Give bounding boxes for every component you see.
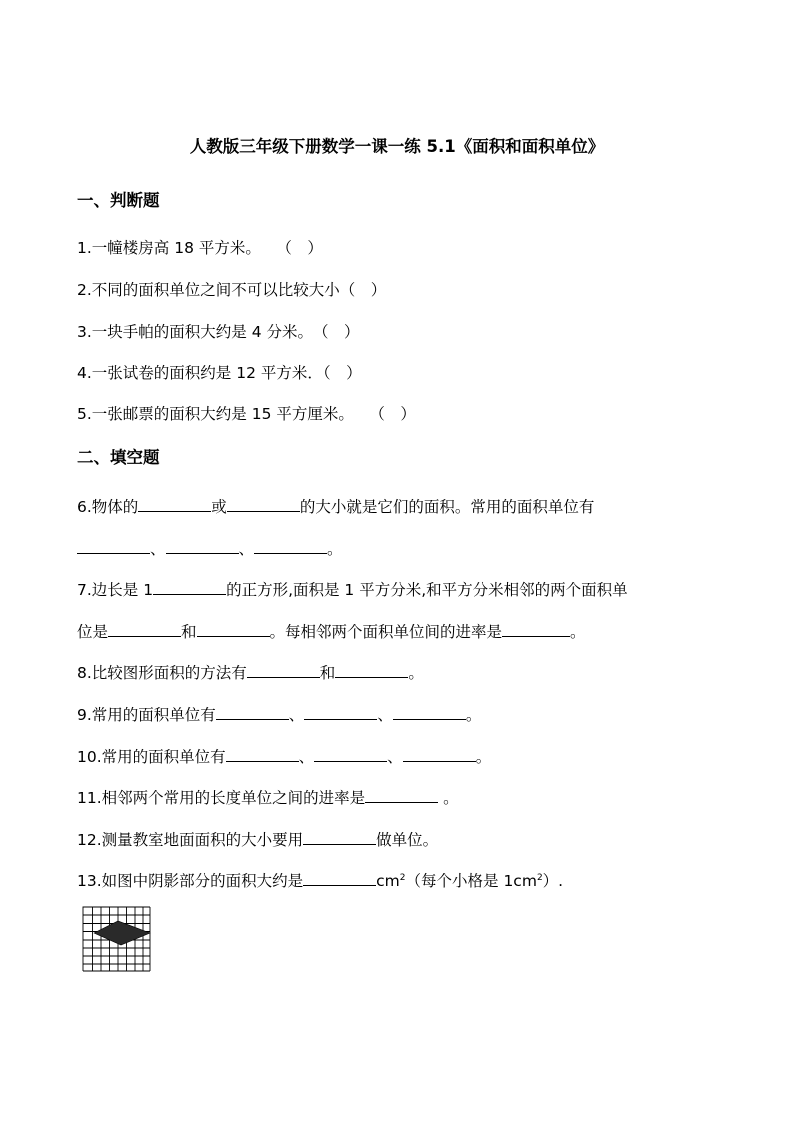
q13-unit: cm <box>376 872 400 890</box>
q10-end: 。 <box>475 748 492 766</box>
q7-text-c: 位是 <box>77 623 109 641</box>
q7-text-e: 。每相邻两个面积单位间的进率是 <box>269 623 503 641</box>
answer-blank[interactable] <box>303 871 376 886</box>
answer-blank[interactable] <box>247 663 320 678</box>
section-heading-judgment: 一、判断题 <box>77 191 160 210</box>
q12-end: 做单位。 <box>376 831 439 849</box>
q6-text-c: 的大小就是它们的面积。常用的面积单位有 <box>299 498 595 516</box>
q6-sep-2: 、 <box>238 540 255 558</box>
answer-blank[interactable] <box>335 663 408 678</box>
q7-end: 。 <box>570 623 586 641</box>
question-9 <box>77 703 481 725</box>
answer-blank[interactable] <box>226 747 299 762</box>
section-heading-fill-in: 二、填空题 <box>77 448 160 467</box>
q9-sep-1: 、 <box>288 706 305 724</box>
q13-end: ）. <box>542 872 564 890</box>
question-2: 2.不同的面积单位之间不可以比较大小（ ） <box>77 281 387 299</box>
q6-sep-1: 、 <box>150 540 166 558</box>
answer-blank[interactable] <box>304 705 377 720</box>
question-3: 3.一块手帕的面积大约是 4 分米。 （ ） <box>77 323 360 341</box>
answer-blank[interactable] <box>254 539 327 554</box>
question-7-line-2 <box>77 620 586 642</box>
q9-end: 。 <box>465 706 482 724</box>
q12-text-a: 12.测量教室地面面积的大小要用 <box>77 831 304 849</box>
question-13 <box>77 869 563 891</box>
question-10 <box>77 745 491 767</box>
q8-end: 。 <box>408 664 424 682</box>
q6-text-a: 6.物体的 <box>77 498 139 516</box>
shaded-rhombus <box>94 921 150 945</box>
question-6-line-2 <box>77 537 343 559</box>
answer-blank[interactable] <box>166 539 239 554</box>
q7-text-a: 7.边长是 1 <box>77 581 154 599</box>
q8-text-b: 和 <box>319 664 336 682</box>
answer-blank[interactable] <box>138 497 211 512</box>
answer-blank[interactable] <box>403 747 476 762</box>
answer-blank[interactable] <box>77 539 150 554</box>
q8-text-a: 8.比较图形面积的方法有 <box>77 664 247 682</box>
answer-blank[interactable] <box>227 497 300 512</box>
question-1: 1.一幢楼房高 18 平方米。 （ ） <box>77 239 323 257</box>
question-11 <box>77 786 459 808</box>
q6-text-b: 或 <box>211 498 227 516</box>
q11-text-a: 11.相邻两个常用的长度单位之间的进率是 <box>77 789 366 807</box>
answer-blank[interactable] <box>314 747 387 762</box>
answer-blank[interactable] <box>365 788 438 803</box>
question-5: 5.一张邮票的面积大约是 15 平方厘米。 （ ） <box>77 405 416 423</box>
q13-cell-superscript: 2 <box>536 872 543 883</box>
q9-text-a: 9.常用的面积单位有 <box>77 706 216 724</box>
q10-sep-1: 、 <box>298 748 315 766</box>
grid-figure <box>82 906 152 976</box>
q10-text-a: 10.常用的面积单位有 <box>77 748 226 766</box>
q6-end: 。 <box>327 540 343 558</box>
q7-text-b: 的正方形,面积是 1 平方分米,和平方分米相邻的两个面积单 <box>226 581 628 599</box>
q7-text-d: 和 <box>181 623 197 641</box>
q10-sep-2: 、 <box>387 748 403 766</box>
q13-text-b: （每个小格是 1cm <box>405 872 537 890</box>
question-8 <box>77 661 424 683</box>
grid-figure-svg <box>82 906 152 972</box>
q11-end: 。 <box>438 789 459 807</box>
answer-blank[interactable] <box>502 622 570 637</box>
answer-blank[interactable] <box>108 622 181 637</box>
document-title: 人教版三年级下册数学一课一练 5.1《面积和面积单位》 <box>189 137 605 156</box>
answer-blank[interactable] <box>197 622 270 637</box>
q9-sep-2: 、 <box>377 706 393 724</box>
answer-blank[interactable] <box>153 580 226 595</box>
q13-unit-superscript: 2 <box>399 872 406 883</box>
question-12 <box>77 828 438 850</box>
answer-blank[interactable] <box>393 705 466 720</box>
answer-blank[interactable] <box>303 830 376 845</box>
question-6-line-1 <box>77 495 594 517</box>
answer-blank[interactable] <box>216 705 289 720</box>
q13-text-a: 13.如图中阴影部分的面积大约是 <box>77 872 304 890</box>
question-4: 4.一张试卷的面积约是 12 平方米．（ ） <box>77 364 362 382</box>
question-7-line-1 <box>77 578 628 600</box>
